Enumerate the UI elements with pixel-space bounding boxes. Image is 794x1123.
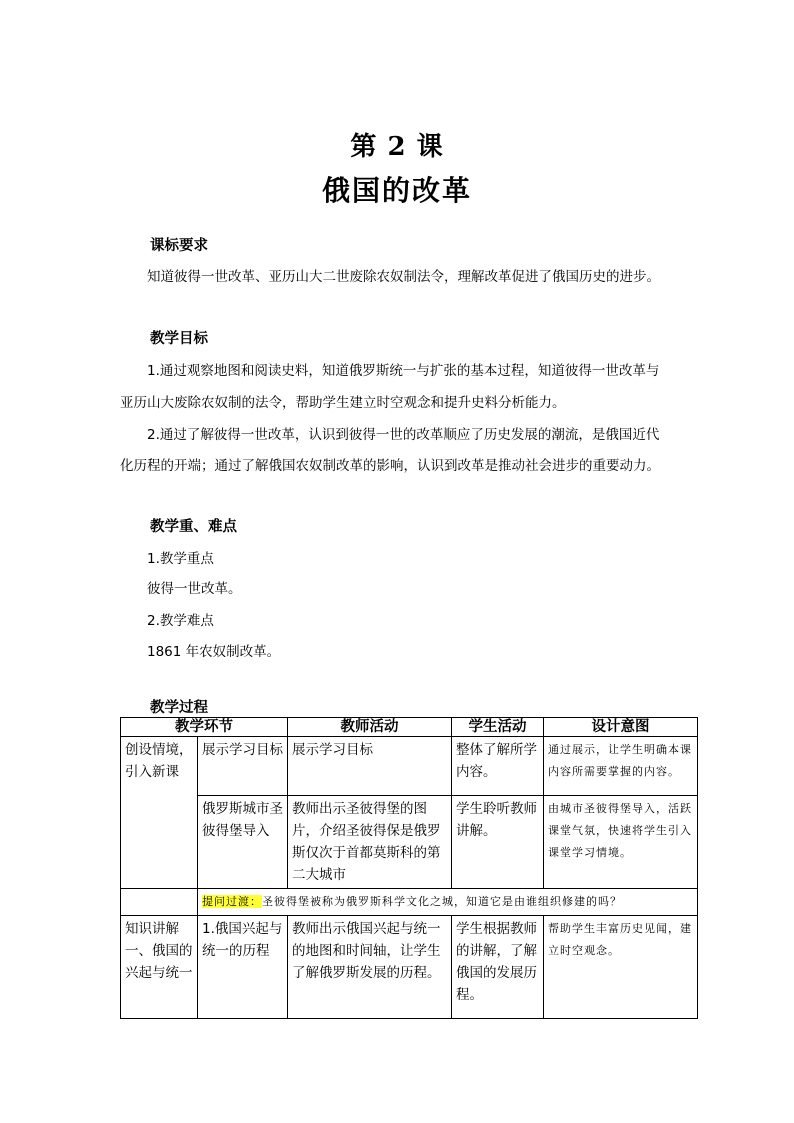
table-row — [121, 796, 698, 889]
table-row — [121, 737, 698, 796]
step-cell: 俄罗斯城市圣彼得堡导入 — [198, 796, 288, 889]
teaching-process-table — [120, 717, 698, 1019]
objective-1-line-2: 亚历山大废除农奴制的法令，帮助学生建立时空观念和提升史料分析能力。 — [120, 395, 566, 411]
objectives-heading: 教学目标 — [150, 331, 208, 347]
transition-label: 提问过渡： — [202, 895, 262, 908]
lesson-title: 俄国的改革 — [321, 174, 472, 207]
header-intent: 设计意图 — [544, 718, 698, 737]
transition-cell — [198, 889, 698, 916]
header-step: 教学环节 — [121, 718, 288, 737]
teacher-cell: 展示学习目标 — [288, 737, 452, 796]
step-cell: 1.俄国兴起与统一的历程 — [198, 916, 288, 1019]
teacher-cell: 教师出示俄国兴起与统一的地图和时间轴，让学生了解俄罗斯发展的历程。 — [288, 916, 452, 1019]
process-heading: 教学过程 — [150, 700, 208, 716]
transition-row — [121, 889, 698, 916]
keypoints-heading: 教学重、难点 — [150, 519, 237, 535]
standard-heading: 课标要求 — [150, 238, 208, 254]
transition-text: 圣彼得堡被称为俄罗斯科学文化之城，知道它是由谁组织修建的吗？ — [262, 895, 622, 908]
section-intro: 创设情境，引入新课 — [121, 737, 198, 889]
section-knowledge: 知识讲解一、俄国的兴起与统一 — [121, 916, 198, 1019]
step-cell: 展示学习目标 — [198, 737, 288, 796]
objective-1-line-1: 1.通过观察地图和阅读史料，知道俄罗斯统一与扩张的基本过程，知道彼得一世改革与 — [147, 363, 660, 379]
objective-2-line-2: 化历程的开端；通过了解俄国农奴制改革的影响，认识到改革是推动社会进步的重要动力。 — [120, 458, 660, 474]
teacher-cell: 教师出示圣彼得堡的图片，介绍圣彼得保是俄罗斯仅次于首都莫斯科的第二大城市 — [288, 796, 452, 889]
key-text: 彼得一世改革。 — [147, 581, 242, 597]
student-cell: 整体了解所学内容。 — [452, 737, 544, 796]
student-cell: 学生聆听教师讲解。 — [452, 796, 544, 889]
empty-cell — [121, 889, 198, 916]
difficulty-text: 1861 年农奴制改革。 — [147, 644, 281, 660]
lesson-number: 第 2 课 — [350, 132, 444, 162]
table-header-row — [121, 718, 698, 737]
header-teacher: 教师活动 — [288, 718, 452, 737]
difficulty-label: 2.教学难点 — [147, 613, 214, 629]
key-label: 1.教学重点 — [147, 551, 214, 567]
standard-text: 知道彼得一世改革、亚历山大二世废除农奴制法令，理解改革促进了俄国历史的进步。 — [147, 269, 660, 285]
header-student: 学生活动 — [452, 718, 544, 737]
objective-2-line-1: 2.通过了解彼得一世改革，认识到彼得一世的改革顺应了历史发展的潮流，是俄国近代 — [147, 427, 660, 443]
student-cell: 学生根据教师的讲解，了解俄国的发展历程。 — [452, 916, 544, 1019]
intent-cell: 由城市圣彼得堡导入，活跃课堂气氛，快速将学生引入课堂学习情境。 — [544, 796, 698, 889]
intent-cell: 通过展示，让学生明确本课内容所需要掌握的内容。 — [544, 737, 698, 796]
table-row — [121, 916, 698, 1019]
intent-cell: 帮助学生丰富历史见闻，建立时空观念。 — [544, 916, 698, 1019]
